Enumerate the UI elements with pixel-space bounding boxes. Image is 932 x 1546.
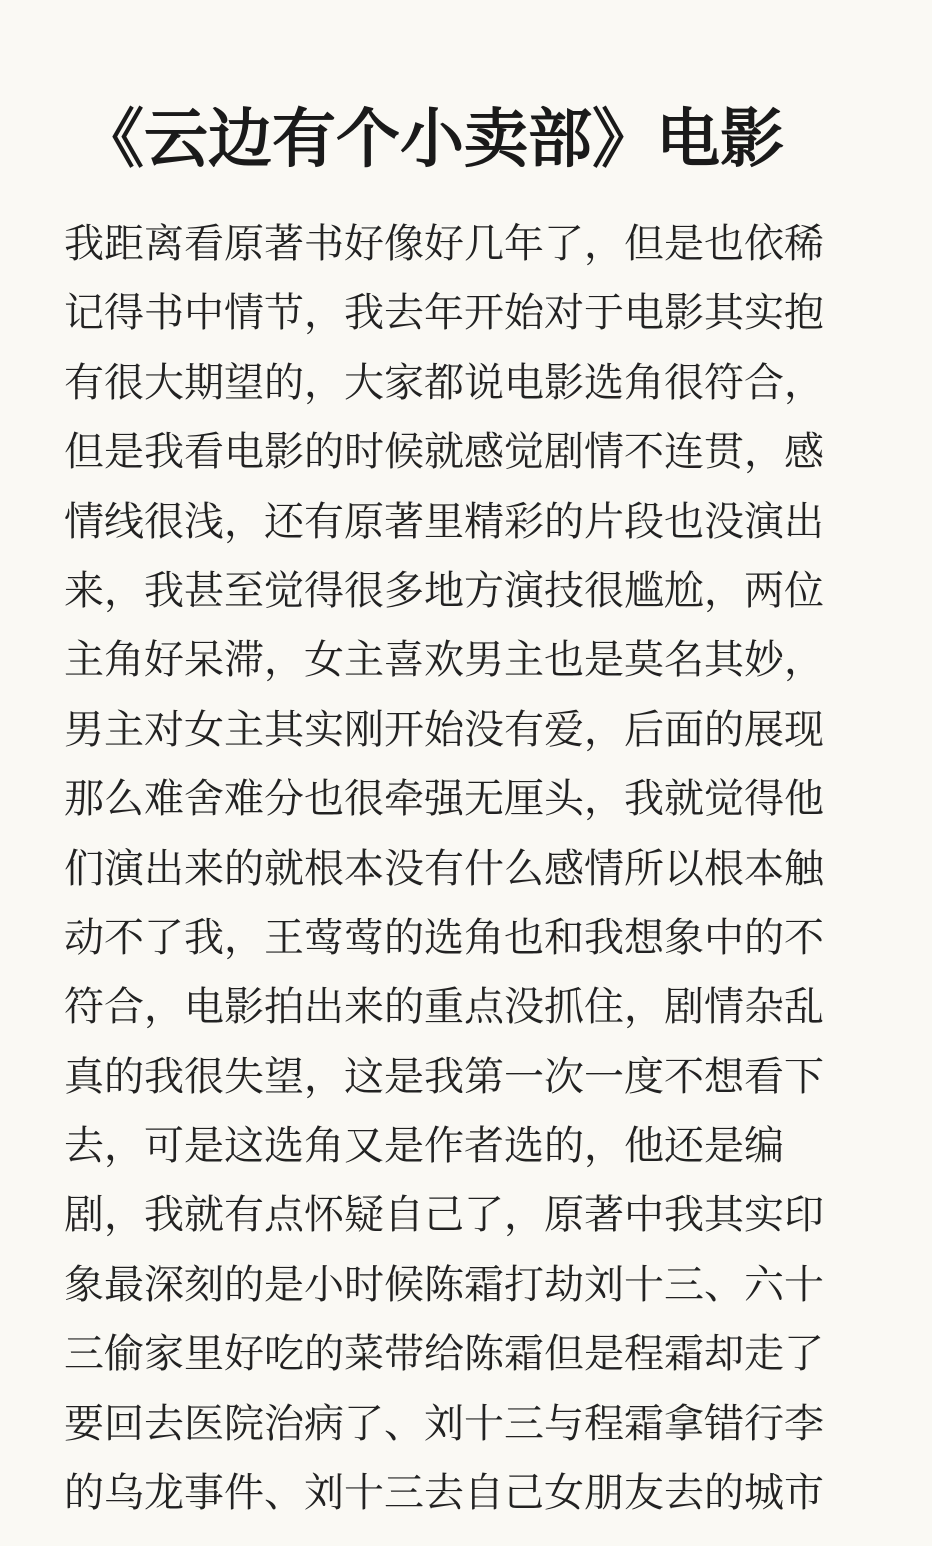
paragraph-line: 主角好呆滞，女主喜欢男主也是莫名其妙， xyxy=(64,637,824,684)
paragraph-line: 象最深刻的是小时候陈霜打劫刘十三、六十 xyxy=(64,1261,824,1308)
paragraph-line: 情线很浅，还有原著里精彩的片段也没演出 xyxy=(64,498,824,545)
paragraph-line: 们演出来的就根本没有什么感情所以根本触 xyxy=(64,845,824,892)
document-title: 《云边有个小卖部》电影 xyxy=(80,103,784,177)
paragraph-line: 记得书中情节，我去年开始对于电影其实抱 xyxy=(64,290,824,337)
paragraph-line: 我距离看原著书好像好几年了，但是也依稀 xyxy=(64,221,824,267)
paragraph-line: 要回去医院治病了、刘十三与程霜拿错行李 xyxy=(64,1400,824,1447)
paragraph-line: 真的我很失望，这是我第一次一度不想看下 xyxy=(64,1053,824,1100)
paragraph-line: 去，可是这选角又是作者选的，他还是编 xyxy=(64,1123,784,1170)
paragraph-line: 剧，我就有点怀疑自己了，原著中我其实印 xyxy=(64,1192,824,1239)
paragraph-line: 三偷家里好吃的菜带给陈霜但是程霜却走了 xyxy=(64,1331,824,1378)
paragraph-line: 符合，电影拍出来的重点没抓住，剧情杂乱 xyxy=(64,984,824,1031)
paragraph-line: 但是我看电影的时候就感觉剧情不连贯，感 xyxy=(64,429,824,476)
paragraph-line: 动不了我，王莺莺的选角也和我想象中的不 xyxy=(64,914,824,961)
paragraph-line: 有很大期望的，大家都说电影选角很符合， xyxy=(64,359,824,406)
body-paragraph xyxy=(64,210,864,1528)
paragraph-line: 的乌龙事件、刘十三去自己女朋友去的城市 xyxy=(64,1470,824,1517)
paragraph-line: 那么难舍难分也很牵强无厘头，我就觉得他 xyxy=(64,776,824,823)
paragraph-line: 男主对女主其实刚开始没有爱，后面的展现 xyxy=(64,706,824,753)
paragraph-line: 来，我甚至觉得很多地方演技很尴尬，两位 xyxy=(64,567,824,614)
